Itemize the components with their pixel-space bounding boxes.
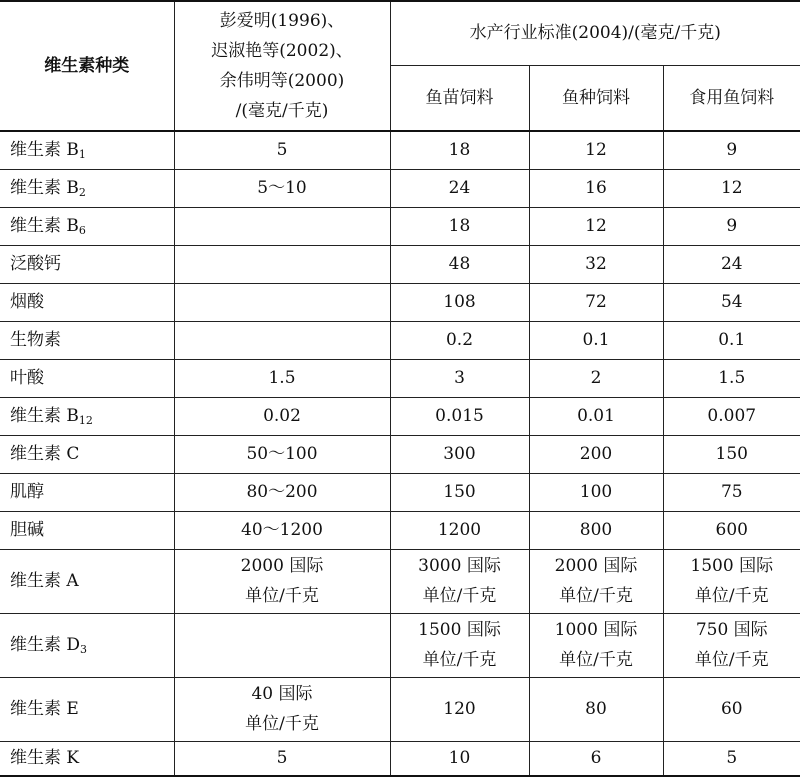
vitamin-name: 烟酸	[10, 291, 44, 312]
fry-value: 0.2	[445, 330, 474, 350]
fry-cell	[390, 613, 529, 677]
table-row	[0, 169, 800, 207]
vitamin-subscript: 6	[78, 223, 86, 237]
vitamin-name-cell	[0, 677, 174, 741]
literature-cell	[174, 613, 390, 677]
table-row	[0, 321, 800, 359]
vitamin-name: 维生素 D	[10, 634, 81, 655]
table-row	[0, 613, 800, 677]
food-value: 9	[726, 140, 738, 161]
fingerling-value: 单位/千克	[559, 586, 633, 606]
fingerling-value: 800	[579, 520, 613, 540]
fingerling-cell	[529, 207, 663, 245]
table-row	[0, 245, 800, 283]
vitamin-name-cell	[0, 549, 174, 613]
standard-header: 水产行业标准(2004)/(毫克/千克)	[390, 1, 800, 65]
vitamin-name: 肌醇	[10, 481, 44, 502]
literature-header-line: /(毫克/千克)	[235, 101, 329, 121]
vitamin-name-cell	[0, 283, 174, 321]
fingerling-value: 0.1	[582, 330, 610, 350]
vitamin-name: 维生素 B	[10, 177, 79, 198]
fry-cell	[390, 131, 529, 169]
food-cell	[663, 613, 800, 677]
fingerling-cell	[529, 131, 663, 169]
food-cell	[663, 511, 800, 549]
table-row	[0, 741, 800, 776]
fry-cell	[390, 359, 529, 397]
fry-feed-header: 鱼苗饲料	[390, 65, 529, 131]
vitamin-name-cell	[0, 169, 174, 207]
food-value: 1.5	[718, 368, 746, 388]
fingerling-value: 100	[579, 482, 613, 502]
table-row	[0, 283, 800, 321]
fingerling-value: 200	[579, 444, 613, 464]
table-body	[0, 131, 800, 776]
fry-cell	[390, 473, 529, 511]
literature-cell	[174, 397, 390, 435]
literature-value: 单位/千克	[245, 586, 319, 606]
vitamin-name-cell	[0, 473, 174, 511]
fry-value: 1500 国际	[418, 620, 501, 640]
vitamin-subscript: 2	[78, 185, 86, 199]
fingerling-cell	[529, 397, 663, 435]
table-row	[0, 397, 800, 435]
fry-cell	[390, 435, 529, 473]
fry-cell	[390, 283, 529, 321]
fry-value: 300	[443, 444, 476, 464]
fingerling-value: 32	[585, 254, 607, 274]
fingerling-value: 0.01	[577, 406, 615, 426]
vitamin-name-cell	[0, 511, 174, 549]
fingerling-feed-header: 鱼种饲料	[529, 65, 663, 131]
table-row	[0, 359, 800, 397]
food-cell	[663, 321, 800, 359]
vitamin-name-cell	[0, 207, 174, 245]
fry-value: 48	[448, 254, 471, 274]
vitamin-name-cell	[0, 245, 174, 283]
fry-cell	[390, 549, 529, 613]
vitamin-name: 维生素 B	[10, 215, 79, 236]
fry-value: 18	[448, 140, 471, 161]
literature-cell	[174, 321, 390, 359]
food-value: 单位/千克	[694, 586, 769, 606]
fry-cell	[390, 511, 529, 549]
literature-cell	[174, 435, 390, 473]
vitamin-subscript: 3	[80, 642, 88, 656]
vitamin-name-cell	[0, 321, 174, 359]
vitamin-subscript: 1	[78, 148, 86, 162]
vitamin-name-cell	[0, 435, 174, 473]
literature-cell	[174, 549, 390, 613]
literature-cell	[174, 359, 390, 397]
vitamin-name: 维生素 B	[10, 405, 79, 426]
table-row	[0, 511, 800, 549]
food-value: 1500 国际	[690, 556, 774, 576]
literature-value: 5	[276, 140, 288, 161]
food-value: 24	[720, 254, 743, 274]
food-cell	[663, 435, 800, 473]
fry-value: 3	[454, 368, 465, 388]
food-fish-feed-header: 食用鱼饲料	[663, 65, 800, 131]
food-value: 单位/千克	[694, 650, 769, 670]
fry-value: 150	[443, 482, 476, 502]
fingerling-value: 6	[590, 748, 602, 769]
vitamin-name: 维生素 E	[10, 698, 79, 719]
vitamin-type-header: 维生素种类	[0, 1, 174, 131]
food-cell	[663, 397, 800, 435]
fingerling-value: 12	[585, 140, 607, 161]
vitamin-name: 胆碱	[10, 519, 44, 540]
food-value: 75	[720, 482, 743, 502]
table-row	[0, 207, 800, 245]
fry-cell	[390, 397, 529, 435]
literature-value: 50～100	[246, 444, 318, 464]
fingerling-cell	[529, 359, 663, 397]
fry-cell	[390, 245, 529, 283]
fingerling-cell	[529, 613, 663, 677]
vitamin-name: 生物素	[10, 329, 61, 350]
literature-header-line: 彭爱明(1996)、	[219, 11, 345, 31]
vitamin-name-cell	[0, 741, 174, 776]
food-cell	[663, 245, 800, 283]
table-row	[0, 131, 800, 169]
literature-header	[174, 1, 390, 131]
fingerling-value: 单位/千克	[559, 650, 633, 670]
table-row	[0, 435, 800, 473]
fingerling-value: 16	[585, 178, 607, 198]
literature-value: 5	[276, 748, 288, 769]
literature-value: 40 国际	[251, 684, 313, 704]
food-value: 600	[715, 520, 748, 540]
vitamin-name-cell	[0, 613, 174, 677]
fingerling-cell	[529, 549, 663, 613]
literature-cell	[174, 207, 390, 245]
food-value: 0.1	[718, 330, 746, 350]
vitamin-name-cell	[0, 359, 174, 397]
fingerling-value: 72	[585, 292, 607, 312]
literature-cell	[174, 473, 390, 511]
literature-cell	[174, 131, 390, 169]
literature-value: 单位/千克	[245, 714, 319, 734]
fry-cell	[390, 677, 529, 741]
food-cell	[663, 207, 800, 245]
food-value: 150	[715, 444, 748, 464]
fingerling-cell	[529, 511, 663, 549]
vitamin-name-cell	[0, 131, 174, 169]
fry-value: 1200	[437, 520, 482, 540]
fry-value: 24	[448, 178, 471, 198]
fry-value: 120	[443, 699, 476, 719]
food-cell	[663, 549, 800, 613]
food-cell	[663, 131, 800, 169]
literature-cell	[174, 511, 390, 549]
fry-value: 108	[443, 292, 476, 312]
food-value: 5	[726, 748, 738, 769]
literature-value: 2000 国际	[240, 556, 324, 576]
literature-value: 80～200	[246, 482, 318, 502]
table-row	[0, 473, 800, 511]
fingerling-cell	[529, 741, 663, 776]
food-cell	[663, 283, 800, 321]
fingerling-cell	[529, 473, 663, 511]
literature-value: 1.5	[268, 368, 296, 388]
fingerling-value: 12	[585, 216, 607, 236]
vitamin-subscript: 12	[78, 413, 93, 427]
food-cell	[663, 741, 800, 776]
fingerling-cell	[529, 321, 663, 359]
header-row-top	[0, 1, 800, 65]
food-value: 750 国际	[695, 620, 768, 640]
fry-value: 0.015	[435, 406, 484, 426]
literature-cell	[174, 283, 390, 321]
fry-value: 10	[448, 748, 471, 769]
fingerling-value: 2	[590, 368, 602, 388]
food-cell	[663, 359, 800, 397]
literature-cell	[174, 169, 390, 207]
vitamin-name: 泛酸钙	[10, 253, 61, 274]
fingerling-cell	[529, 169, 663, 207]
literature-value: 40～1200	[241, 520, 323, 540]
food-value: 0.007	[707, 406, 757, 426]
fingerling-value: 1000 国际	[554, 620, 638, 640]
literature-value: 0.02	[263, 406, 301, 426]
vitamin-name: 叶酸	[10, 367, 44, 388]
vitamin-name: 维生素 K	[10, 748, 80, 769]
fingerling-cell	[529, 283, 663, 321]
fry-cell	[390, 207, 529, 245]
food-cell	[663, 473, 800, 511]
vitamin-name: 维生素 A	[10, 570, 79, 591]
vitamin-name: 维生素 B	[10, 140, 79, 161]
literature-cell	[174, 245, 390, 283]
fry-value: 单位/千克	[422, 650, 497, 670]
fingerling-cell	[529, 435, 663, 473]
literature-header-line: 余伟明等(2000)	[219, 71, 345, 91]
literature-cell	[174, 741, 390, 776]
table-header	[0, 1, 800, 131]
food-value: 12	[720, 178, 743, 198]
fry-cell	[390, 741, 529, 776]
food-value: 9	[726, 216, 738, 236]
fingerling-value: 2000 国际	[554, 556, 638, 576]
vitamin-name-cell	[0, 397, 174, 435]
fry-value: 3000 国际	[418, 556, 501, 576]
food-value: 60	[720, 699, 743, 719]
fingerling-cell	[529, 677, 663, 741]
table-row	[0, 677, 800, 741]
fingerling-value: 80	[585, 699, 607, 719]
food-value: 54	[720, 292, 743, 312]
fry-cell	[390, 169, 529, 207]
fry-value: 18	[448, 216, 471, 236]
literature-header-line: 迟淑艳等(2002)、	[211, 41, 353, 61]
food-cell	[663, 677, 800, 741]
fry-cell	[390, 321, 529, 359]
food-cell	[663, 169, 800, 207]
fry-value: 单位/千克	[422, 586, 497, 606]
vitamin-name: 维生素 C	[10, 443, 80, 464]
literature-cell	[174, 677, 390, 741]
fingerling-cell	[529, 245, 663, 283]
literature-value: 5～10	[257, 178, 307, 198]
table-row	[0, 549, 800, 613]
